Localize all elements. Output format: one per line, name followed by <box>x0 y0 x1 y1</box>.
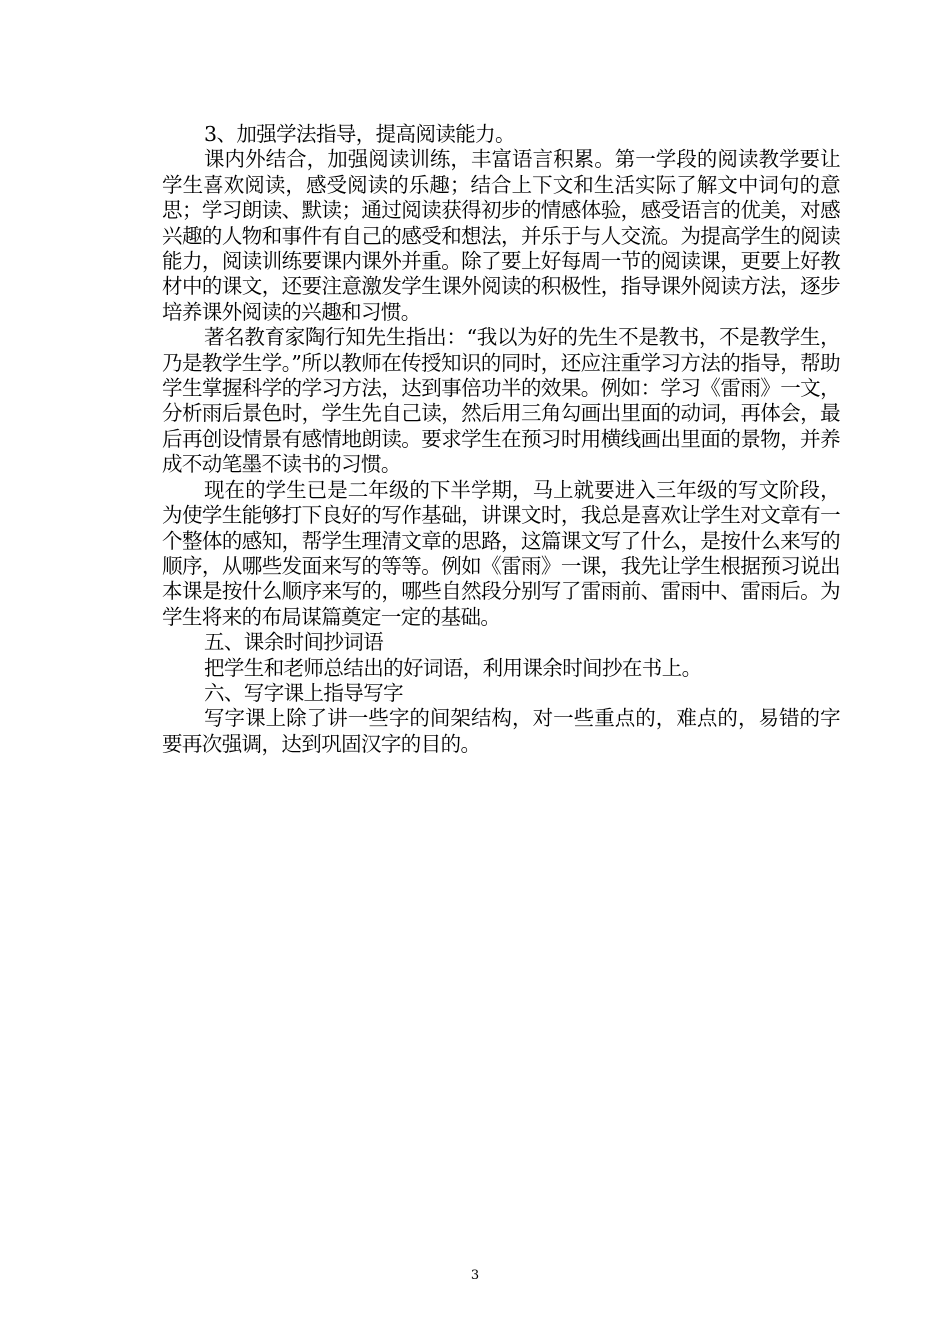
body-paragraph-copy-words: 把学生和老师总结出的好词语，利用课余时间抄在书上。 <box>204 655 702 680</box>
section-heading-copy-words: 五、课余时间抄词语 <box>204 630 384 655</box>
page-number: 3 <box>470 1268 480 1283</box>
section-heading-study-methods: 3、加强学法指导，提高阅读能力。 <box>204 122 515 146</box>
body-paragraph-writing-class: 写字课上除了讲一些字的间架结构，对一些重点的，难点的，易错的字要再次强调，达到巩固汉字的目的。 <box>162 706 840 756</box>
document-body <box>162 122 840 757</box>
body-paragraph-tao-xingzhi: 著名教育家陶行知先生指出：“我以为好的先生不是教书，不是教学生，乃是教学生学。”所以教师在传授知识的同时，还应注重学习方法的指导，帮助学生掌握科学的学习方法，达到事倍功半的效果。例如：学习《雷雨》一文，分析雨后景色时，学生先自己读，然后用三角勾画出里面的动词，再体会，最后再创设情景有感情地朗读。要求学生在预习时用横线画出里面的景物，并养成不动笔墨不读书的习惯。 <box>162 325 840 477</box>
body-paragraph-writing-stage: 现在的学生已是二年级的下半学期，马上就要进入三年级的写文阶段，为使学生能够打下良好的写作基础，讲课文时，我总是喜欢让学生对文章有一个整体的感知，帮学生理清文章的思路，这篇课文写了什么，是按什么来写的顺序，从哪些发面来写的等等。例如《雷雨》一课，我先让学生根据预习说出本课是按什么顺序来写的，哪些自然段分别写了雷雨前、雷雨中、雷雨后。为学生将来的布局谋篇奠定一定的基础。 <box>162 477 840 629</box>
section-heading-writing-class: 六、写字课上指导写字 <box>204 680 403 705</box>
body-paragraph-reading: 课内外结合，加强阅读训练，丰富语言积累。第一学段的阅读教学要让学生喜欢阅读，感受阅读的乐趣；结合上下文和生活实际了解文中词句的意思；学习朗读、默读；通过阅读获得初步的情感体验，感受语言的优美，对感兴趣的人物和事件有自己的感受和想法，并乐于与人交流。为提高学生的阅读能力，阅读训练要课内课外并重。除了要上好每周一节的阅读课，更要上好教材中的课文，还要注意激发学生课外阅读的积极性，指导课外阅读方法，逐步培养课外阅读的兴趣和习惯。 <box>162 147 840 324</box>
